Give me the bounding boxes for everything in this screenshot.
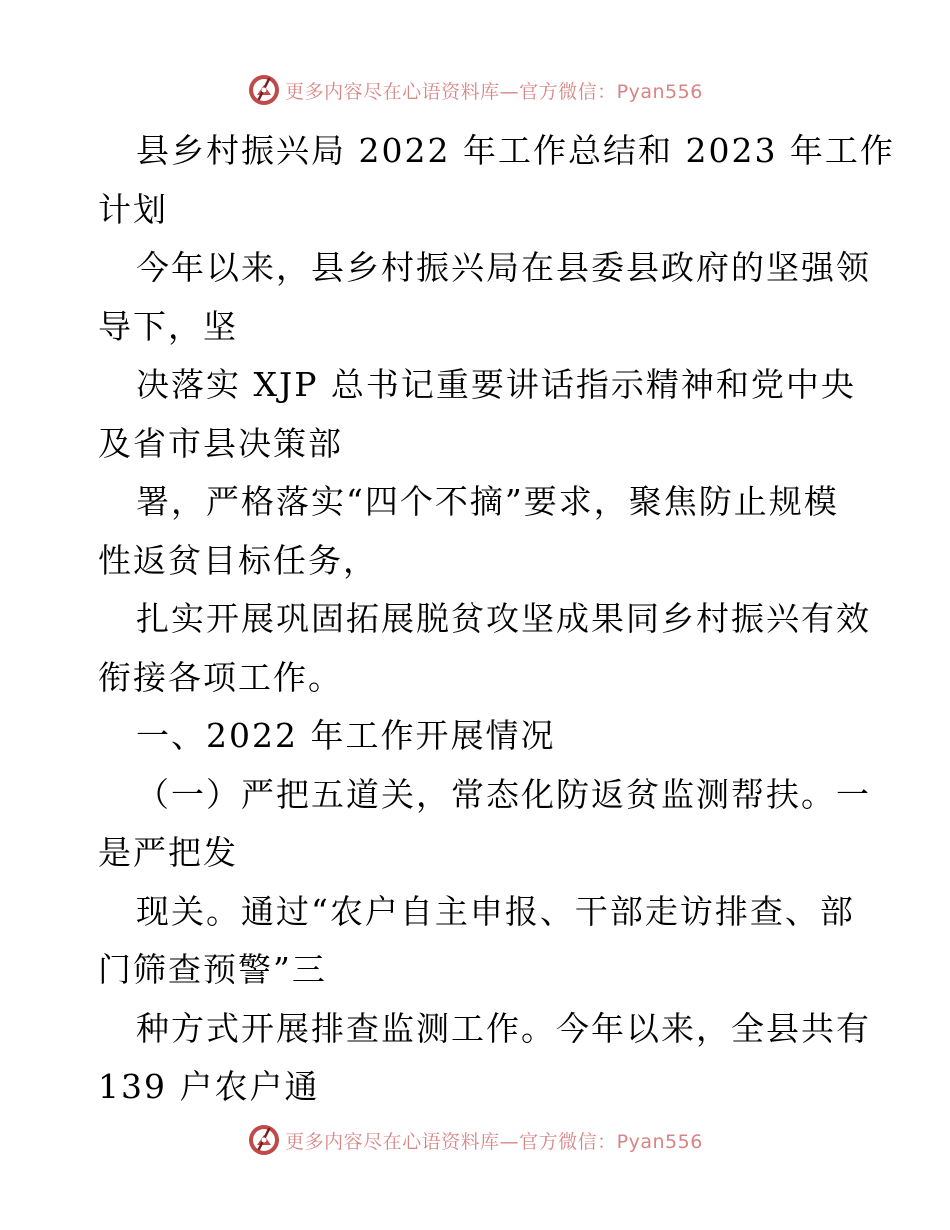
document-title-continued: 计划 [98, 189, 168, 229]
section-heading: 一、2022 年工作开展情况 [136, 716, 556, 755]
paragraph-line: 现关。通过“农户自主申报、干部走访排查、部 [136, 891, 855, 931]
paragraph-line: 衔接各项工作。 [98, 657, 343, 697]
footer-banner-text: 更多内容尽在心语资料库—官方微信：Pyan556 [285, 1130, 703, 1153]
subsection-line: （一）严把五道关，常态化防返贫监测帮扶。一 [136, 774, 871, 814]
paragraph-line: 及省市县决策部 [98, 423, 343, 463]
book-quill-icon [247, 73, 281, 107]
header-banner-text: 更多内容尽在心语资料库—官方微信：Pyan556 [285, 80, 703, 103]
paragraph-line: 是严把发 [98, 833, 238, 872]
footer-banner [0, 1120, 950, 1160]
paragraph-line: 性返贫目标任务， [98, 540, 378, 580]
paragraph-line: 种方式开展排查监测工作。今年以来，全县共有 [136, 1008, 871, 1048]
document-title: 县乡村振兴局 2022 年工作总结和 2023 年工作 [136, 131, 895, 170]
paragraph-line: 139 户农户通 [98, 1067, 320, 1106]
book-quill-icon [247, 1123, 281, 1157]
paragraph-line: 署，严格落实“四个不摘”要求，聚焦防止规模 [136, 482, 839, 521]
document-body [98, 122, 895, 1117]
paragraph-line: 门筛查预警”三 [98, 950, 327, 989]
paragraph-line: 今年以来，县乡村振兴局在县委县政府的坚强领 [136, 248, 871, 287]
paragraph-line: 决落实 XJP 总书记重要讲话指示精神和党中央 [136, 365, 856, 404]
paragraph-line: 扎实开展巩固拓展脱贫攻坚成果同乡村振兴有效 [136, 599, 871, 638]
header-banner [0, 70, 950, 110]
paragraph-line: 导下，坚 [98, 306, 238, 346]
